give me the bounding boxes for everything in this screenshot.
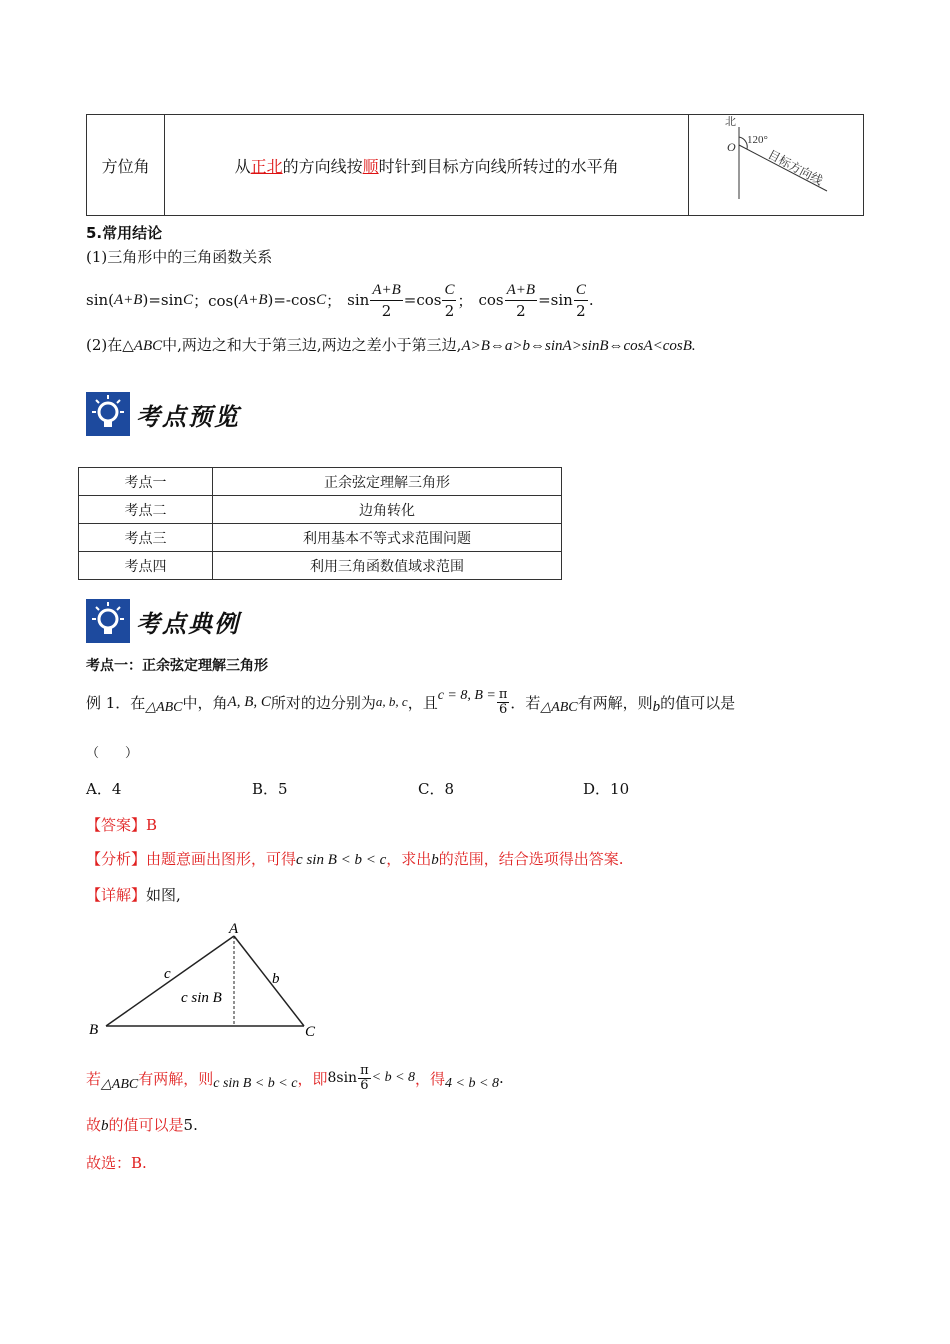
banner-preview <box>86 391 240 437</box>
answer-line: 【答案】B <box>86 816 158 834</box>
azimuth-figure <box>688 115 863 216</box>
solution-step-2: 故b的值可以是5. <box>86 1116 198 1134</box>
section-5-p2: (2)在△ABC中,两边之和大于第三边,两边之差小于第三边,A>B⇔a>b⇔sinA>sinB⇔cosA<cosB. <box>86 336 696 354</box>
section-5-heading: 5.常用结论 <box>86 224 163 242</box>
banner-examples <box>86 598 240 644</box>
north-label: 北 <box>724 115 736 128</box>
banner-preview-title: 考点预览 <box>136 401 240 431</box>
banner-examples-title: 考点典例 <box>136 608 240 638</box>
azimuth-term: 方位角 <box>87 115 165 216</box>
preview-table <box>78 467 562 580</box>
azimuth-definition: 从正北的方向线按顺时针到目标方向线所转过的水平角 <box>165 115 689 216</box>
table-row: 考点一 正余弦定理解三角形 <box>79 468 562 496</box>
section-5-p1: (1)三角形中的三角函数关系 <box>86 248 273 266</box>
table-row: 考点四 利用三角函数值域求范围 <box>79 552 562 580</box>
table-row: 考点二 边角转化 <box>79 496 562 524</box>
lightbulb-icon <box>86 392 130 436</box>
side-c: c <box>164 966 171 982</box>
origin-label: O <box>726 140 736 154</box>
analysis-line: 【分析】由题意画出图形，可得c sin B < b < c，求出b的范围，结合选项得出答案. <box>86 850 624 868</box>
final-answer: 故选：B. <box>86 1154 147 1172</box>
vertex-b: B <box>89 1022 99 1038</box>
azimuth-table <box>86 114 864 216</box>
option-a: A．4 <box>86 780 122 798</box>
vertex-c: C <box>305 1024 316 1040</box>
fraction-a-plus-b-over-2: $\frac{A+B}{2}$ <box>372 281 401 320</box>
option-c: C．8 <box>418 780 455 798</box>
question-line: 例 1．在 △ABC 中，角 A, B, C 所对的边分别为 a, b, c ，且 c = 8, B = $\frac{\pi}{6}$ ．若 △ABC 有两解，则 b 的值可以是 <box>86 686 736 717</box>
solution-step-1: 若 △ABC 有两解，则 c sin B < b < c ，即 8sin $\frac{\pi}{6}$ < b < 8 ，得 4 < b < 8 . <box>86 1062 504 1093</box>
answer-paren: （ ） <box>86 746 139 761</box>
lightbulb-icon <box>86 599 130 643</box>
triangle-figure <box>86 916 336 1046</box>
target-line-label: 目标方向线 <box>765 147 826 188</box>
option-b: B．5 <box>252 780 288 798</box>
formula-line: sin( A+B )=sin C ；cos( A+B )=-cos C ； sin $\frac{A+B}{2}$ =cos $\frac{C}{2}$ ； cos $\frac{A+B}{2}$ =sin $\frac{C}{2}$ . <box>86 281 594 320</box>
azimuth-diagram <box>689 115 863 215</box>
vertex-a: A <box>229 921 239 937</box>
detail-line: 【详解】如图, <box>86 886 181 904</box>
table-row: 考点三 利用基本不等式求范围问题 <box>79 524 562 552</box>
angle-label: 120° <box>746 134 768 146</box>
topic-heading: 考点一：正余弦定理解三角形 <box>86 658 268 674</box>
side-b: b <box>272 971 280 987</box>
fraction-c-over-2: $\frac{C}{2}$ <box>444 281 455 320</box>
option-d: D．10 <box>583 780 630 798</box>
height-label: c sin B <box>181 990 222 1006</box>
